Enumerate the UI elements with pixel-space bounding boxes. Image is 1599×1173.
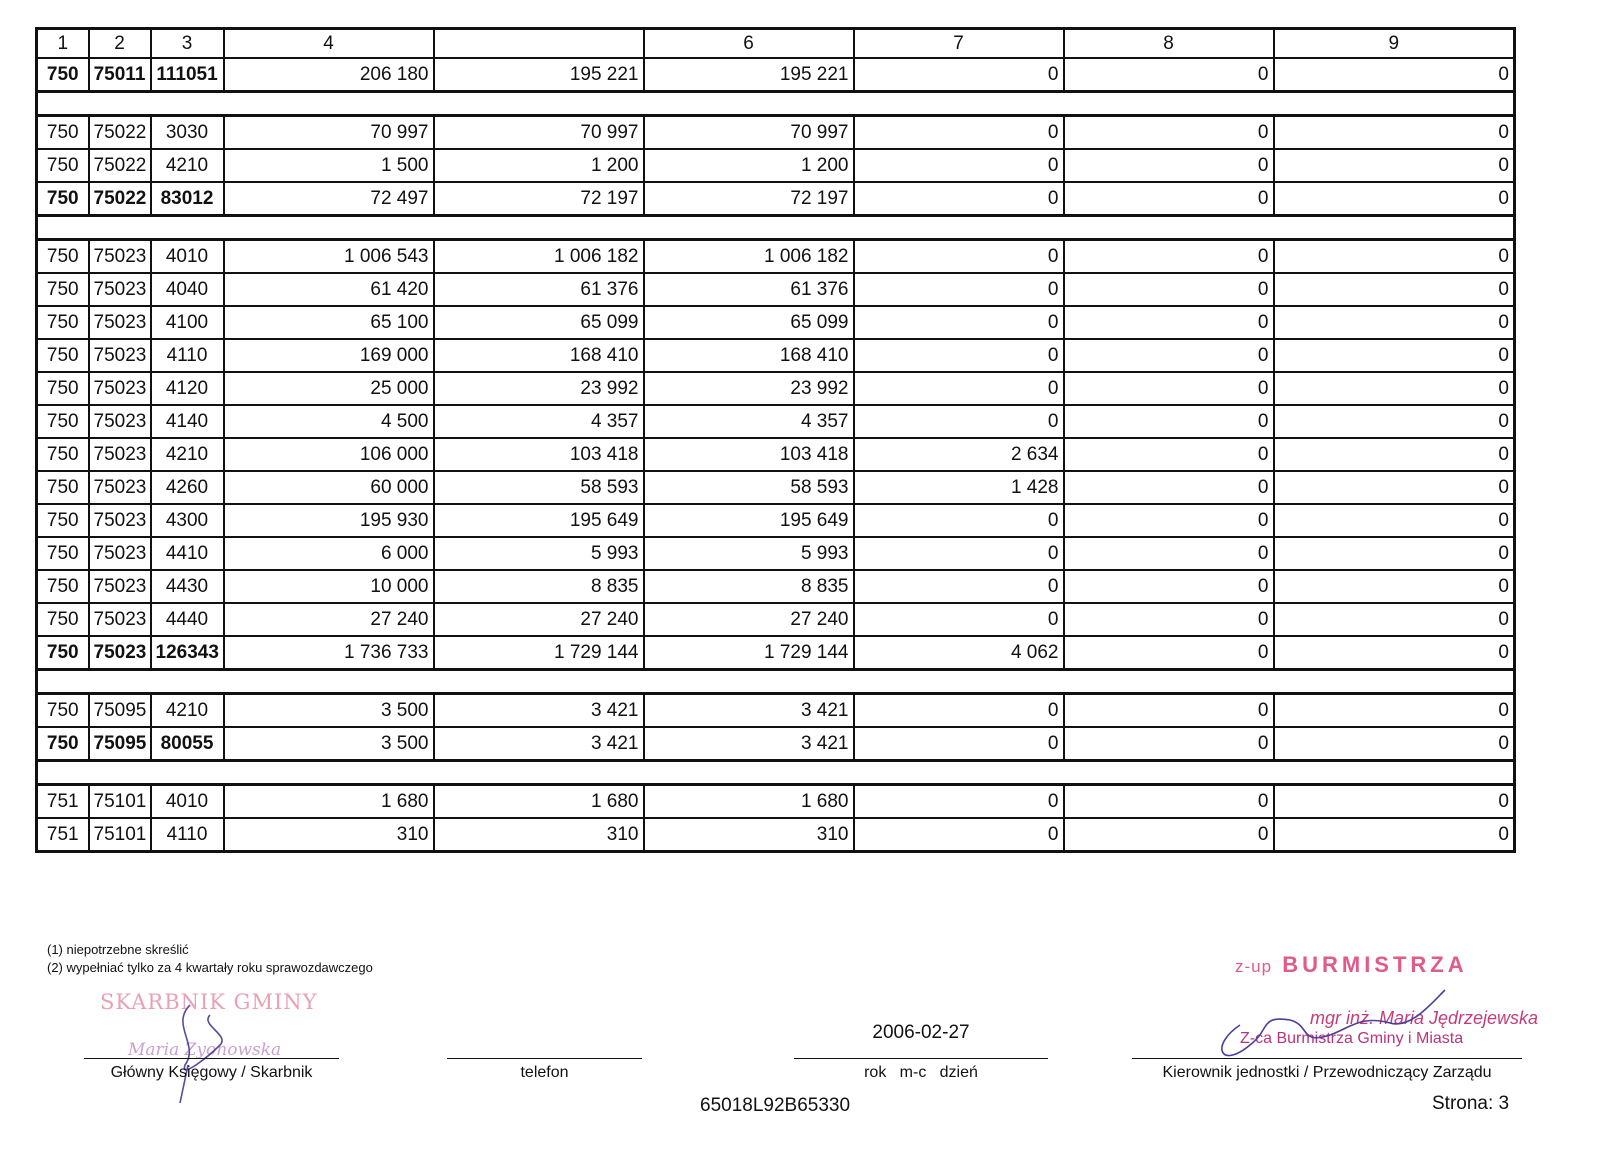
cell-col-2: 75023 (89, 603, 151, 636)
cell-col-1: 750 (37, 694, 89, 728)
cell-col-4: 310 (224, 818, 434, 852)
cell-col-2: 75023 (89, 306, 151, 339)
cell-col-6: 195 649 (644, 504, 854, 537)
table-row-subtotal (37, 58, 1515, 92)
cell-col-2: 75095 (89, 727, 151, 761)
cell-col-5: 27 240 (434, 603, 644, 636)
header-col-8: 8 (1064, 29, 1274, 59)
cell-col-8: 0 (1064, 306, 1274, 339)
cell-col-9: 0 (1274, 372, 1515, 405)
cell-col-2: 75023 (89, 570, 151, 603)
table-body (37, 58, 1515, 852)
cell-col-9: 0 (1274, 471, 1515, 504)
cell-col-8: 0 (1064, 339, 1274, 372)
cell-col-1: 750 (37, 504, 89, 537)
cell-col-2: 75101 (89, 818, 151, 852)
cell-col-9: 0 (1274, 537, 1515, 570)
cell-col-4: 195 930 (224, 504, 434, 537)
phone-label: telefon (520, 1064, 569, 1081)
cell-col-1: 750 (37, 339, 89, 372)
cell-col-4: 1 500 (224, 149, 434, 182)
cell-col-7: 2 634 (854, 438, 1064, 471)
table-row (37, 273, 1515, 306)
cell-col-4: 6 000 (224, 537, 434, 570)
cell-col-6: 103 418 (644, 438, 854, 471)
cell-col-4: 72 497 (224, 182, 434, 216)
cell-col-3: 126343 (151, 636, 224, 670)
cell-col-5: 58 593 (434, 471, 644, 504)
cell-col-2: 75011 (89, 58, 151, 92)
phone-line (447, 1058, 642, 1059)
cell-col-8: 0 (1064, 636, 1274, 670)
cell-col-2: 75023 (89, 240, 151, 274)
cell-col-2: 75023 (89, 537, 151, 570)
cell-col-3: 4140 (151, 405, 224, 438)
cell-col-1: 751 (37, 785, 89, 819)
cell-col-3: 4210 (151, 694, 224, 728)
cell-col-7: 0 (854, 306, 1064, 339)
stamp-right-prefix: z-up (1235, 957, 1273, 976)
document-code: 65018L92B65330 (700, 1095, 851, 1116)
table-row-subtotal (37, 636, 1515, 670)
cell-col-4: 25 000 (224, 372, 434, 405)
cell-col-9: 0 (1274, 58, 1515, 92)
cell-col-8: 0 (1064, 372, 1274, 405)
cell-col-5: 103 418 (434, 438, 644, 471)
cell-col-1: 750 (37, 149, 89, 182)
cell-col-8: 0 (1064, 149, 1274, 182)
cell-col-7: 0 (854, 182, 1064, 216)
cell-col-1: 750 (37, 116, 89, 150)
cell-col-8: 0 (1064, 58, 1274, 92)
cell-col-5: 310 (434, 818, 644, 852)
cell-col-2: 75023 (89, 372, 151, 405)
cell-col-9: 0 (1274, 603, 1515, 636)
cell-col-2: 75023 (89, 636, 151, 670)
cell-col-5: 3 421 (434, 727, 644, 761)
cell-col-4: 206 180 (224, 58, 434, 92)
cell-col-6: 27 240 (644, 603, 854, 636)
date-line (794, 1058, 1048, 1059)
cell-col-6: 195 221 (644, 58, 854, 92)
cell-col-6: 5 993 (644, 537, 854, 570)
table-row (37, 306, 1515, 339)
date-label: rok m-c dzień (864, 1064, 978, 1081)
cell-col-2: 75023 (89, 504, 151, 537)
cell-col-1: 750 (37, 372, 89, 405)
cell-col-2: 75101 (89, 785, 151, 819)
table-row (37, 471, 1515, 504)
cell-col-7: 0 (854, 504, 1064, 537)
cell-col-3: 3030 (151, 116, 224, 150)
cell-col-5: 5 993 (434, 537, 644, 570)
table-row (37, 149, 1515, 182)
cell-col-3: 4010 (151, 785, 224, 819)
cell-col-5: 65 099 (434, 306, 644, 339)
cell-col-5: 1 200 (434, 149, 644, 182)
cell-col-5: 1 680 (434, 785, 644, 819)
cell-col-3: 4410 (151, 537, 224, 570)
cell-col-7: 0 (854, 818, 1064, 852)
table-row-subtotal (37, 727, 1515, 761)
cell-col-6: 168 410 (644, 339, 854, 372)
cell-col-4: 10 000 (224, 570, 434, 603)
footnote-1: (1) niepotrzebne skreślić (47, 942, 189, 957)
accountant-signature-line (84, 1058, 339, 1059)
cell-col-7: 0 (854, 149, 1064, 182)
table-row (37, 537, 1515, 570)
table-row (37, 785, 1515, 819)
cell-col-6: 61 376 (644, 273, 854, 306)
cell-col-5: 195 221 (434, 58, 644, 92)
cell-col-4: 70 997 (224, 116, 434, 150)
cell-col-5: 195 649 (434, 504, 644, 537)
cell-col-7: 1 428 (854, 471, 1064, 504)
cell-col-8: 0 (1064, 240, 1274, 274)
section-separator (37, 761, 1515, 785)
cell-col-4: 106 000 (224, 438, 434, 471)
cell-col-6: 3 421 (644, 694, 854, 728)
cell-col-1: 750 (37, 537, 89, 570)
cell-col-2: 75095 (89, 694, 151, 728)
cell-col-2: 75023 (89, 405, 151, 438)
cell-col-7: 0 (854, 570, 1064, 603)
cell-col-6: 8 835 (644, 570, 854, 603)
cell-col-4: 27 240 (224, 603, 434, 636)
report-table (35, 27, 1516, 853)
header-col-2: 2 (89, 29, 151, 59)
head-label: Kierownik jednostki / Przewodniczący Zarządu (1162, 1064, 1492, 1081)
stamp-right-title-text: BURMISTRZA (1282, 952, 1468, 977)
cell-col-8: 0 (1064, 438, 1274, 471)
stamp-left-title: SKARBNIK GMINY (100, 990, 318, 1014)
cell-col-9: 0 (1274, 818, 1515, 852)
cell-col-4: 61 420 (224, 273, 434, 306)
cell-col-2: 75022 (89, 149, 151, 182)
cell-col-3: 4260 (151, 471, 224, 504)
table-row (37, 438, 1515, 471)
signature-head (1200, 985, 1460, 1075)
table-row (37, 116, 1515, 150)
stamp-right-title (1235, 952, 1468, 978)
cell-col-7: 0 (854, 273, 1064, 306)
cell-col-3: 4040 (151, 273, 224, 306)
cell-col-1: 750 (37, 727, 89, 761)
separator-cell (37, 216, 1515, 240)
separator-cell (37, 670, 1515, 694)
cell-col-1: 750 (37, 636, 89, 670)
cell-col-6: 4 357 (644, 405, 854, 438)
cell-col-8: 0 (1064, 603, 1274, 636)
cell-col-6: 1 680 (644, 785, 854, 819)
cell-col-9: 0 (1274, 570, 1515, 603)
header-col-4: 4 (224, 29, 434, 59)
cell-col-7: 0 (854, 58, 1064, 92)
cell-col-3: 4110 (151, 339, 224, 372)
cell-col-1: 750 (37, 58, 89, 92)
cell-col-1: 750 (37, 405, 89, 438)
cell-col-6: 23 992 (644, 372, 854, 405)
cell-col-2: 75022 (89, 182, 151, 216)
cell-col-1: 750 (37, 273, 89, 306)
cell-col-6: 310 (644, 818, 854, 852)
cell-col-3: 4210 (151, 149, 224, 182)
cell-col-4: 169 000 (224, 339, 434, 372)
cell-col-2: 75023 (89, 273, 151, 306)
cell-col-4: 60 000 (224, 471, 434, 504)
cell-col-7: 0 (854, 694, 1064, 728)
cell-col-9: 0 (1274, 240, 1515, 274)
cell-col-9: 0 (1274, 727, 1515, 761)
cell-col-8: 0 (1064, 504, 1274, 537)
cell-col-3: 4440 (151, 603, 224, 636)
table-row (37, 818, 1515, 852)
cell-col-3: 80055 (151, 727, 224, 761)
cell-col-1: 750 (37, 182, 89, 216)
cell-col-4: 3 500 (224, 694, 434, 728)
table-row (37, 339, 1515, 372)
head-signature-line (1132, 1058, 1522, 1059)
cell-col-4: 1 680 (224, 785, 434, 819)
cell-col-5: 61 376 (434, 273, 644, 306)
cell-col-2: 75023 (89, 471, 151, 504)
cell-col-9: 0 (1274, 785, 1515, 819)
cell-col-9: 0 (1274, 339, 1515, 372)
cell-col-7: 0 (854, 240, 1064, 274)
cell-col-9: 0 (1274, 116, 1515, 150)
cell-col-9: 0 (1274, 149, 1515, 182)
cell-col-8: 0 (1064, 405, 1274, 438)
cell-col-5: 70 997 (434, 116, 644, 150)
table-row (37, 570, 1515, 603)
cell-col-9: 0 (1274, 182, 1515, 216)
cell-col-3: 83012 (151, 182, 224, 216)
stamp-right-role: Z-ca Burmistrza Gminy i Miasta (1240, 1030, 1464, 1047)
cell-col-6: 1 200 (644, 149, 854, 182)
cell-col-5: 168 410 (434, 339, 644, 372)
table-row (37, 372, 1515, 405)
cell-col-3: 4210 (151, 438, 224, 471)
cell-col-8: 0 (1064, 694, 1274, 728)
cell-col-4: 1 736 733 (224, 636, 434, 670)
cell-col-3: 4120 (151, 372, 224, 405)
cell-col-7: 0 (854, 603, 1064, 636)
cell-col-3: 4100 (151, 306, 224, 339)
cell-col-4: 3 500 (224, 727, 434, 761)
cell-col-1: 750 (37, 306, 89, 339)
cell-col-8: 0 (1064, 116, 1274, 150)
section-separator (37, 92, 1515, 116)
cell-col-8: 0 (1064, 182, 1274, 216)
cell-col-2: 75023 (89, 339, 151, 372)
header-col-6: 6 (644, 29, 854, 59)
cell-col-7: 0 (854, 727, 1064, 761)
cell-col-1: 750 (37, 240, 89, 274)
cell-col-1: 750 (37, 570, 89, 603)
signature-accountant (140, 985, 260, 1105)
cell-col-8: 0 (1064, 570, 1274, 603)
cell-col-3: 4110 (151, 818, 224, 852)
cell-col-4: 65 100 (224, 306, 434, 339)
cell-col-4: 1 006 543 (224, 240, 434, 274)
header-col-1: 1 (37, 29, 89, 59)
table-row (37, 603, 1515, 636)
cell-col-8: 0 (1064, 785, 1274, 819)
section-separator (37, 670, 1515, 694)
cell-col-5: 4 357 (434, 405, 644, 438)
date-value: 2006-02-27 (872, 1022, 970, 1043)
cell-col-8: 0 (1064, 818, 1274, 852)
cell-col-3: 4430 (151, 570, 224, 603)
cell-col-6: 3 421 (644, 727, 854, 761)
cell-col-6: 70 997 (644, 116, 854, 150)
cell-col-9: 0 (1274, 306, 1515, 339)
cell-col-5: 23 992 (434, 372, 644, 405)
cell-col-3: 4300 (151, 504, 224, 537)
cell-col-9: 0 (1274, 636, 1515, 670)
cell-col-9: 0 (1274, 694, 1515, 728)
cell-col-1: 751 (37, 818, 89, 852)
cell-col-3: 111051 (151, 58, 224, 92)
cell-col-7: 0 (854, 116, 1064, 150)
cell-col-2: 75022 (89, 116, 151, 150)
cell-col-1: 750 (37, 438, 89, 471)
cell-col-5: 1 729 144 (434, 636, 644, 670)
cell-col-6: 58 593 (644, 471, 854, 504)
header-col-3: 3 (151, 29, 224, 59)
cell-col-7: 0 (854, 405, 1064, 438)
cell-col-9: 0 (1274, 438, 1515, 471)
table-row (37, 405, 1515, 438)
cell-col-8: 0 (1064, 273, 1274, 306)
accountant-label: Główny Księgowy / Skarbnik (110, 1064, 313, 1081)
cell-col-9: 0 (1274, 273, 1515, 306)
header-col-5 (434, 29, 644, 59)
cell-col-8: 0 (1064, 727, 1274, 761)
cell-col-9: 0 (1274, 504, 1515, 537)
cell-col-3: 4010 (151, 240, 224, 274)
section-separator (37, 216, 1515, 240)
table-row (37, 240, 1515, 274)
cell-col-6: 72 197 (644, 182, 854, 216)
cell-col-7: 0 (854, 372, 1064, 405)
cell-col-7: 0 (854, 537, 1064, 570)
cell-col-9: 0 (1274, 405, 1515, 438)
cell-col-5: 8 835 (434, 570, 644, 603)
cell-col-8: 0 (1064, 471, 1274, 504)
cell-col-7: 0 (854, 339, 1064, 372)
cell-col-8: 0 (1064, 537, 1274, 570)
stamp-left-name: Maria Zyonowska (128, 1040, 282, 1060)
separator-cell (37, 761, 1515, 785)
header-col-9: 9 (1274, 29, 1515, 59)
cell-col-6: 1 006 182 (644, 240, 854, 274)
cell-col-5: 1 006 182 (434, 240, 644, 274)
cell-col-6: 1 729 144 (644, 636, 854, 670)
cell-col-5: 3 421 (434, 694, 644, 728)
cell-col-7: 0 (854, 785, 1064, 819)
cell-col-7: 4 062 (854, 636, 1064, 670)
header-col-7: 7 (854, 29, 1064, 59)
separator-cell (37, 92, 1515, 116)
table-row (37, 694, 1515, 728)
cell-col-5: 72 197 (434, 182, 644, 216)
stamp-right-name: mgr inż. Maria Jędrzejewska (1310, 1008, 1539, 1028)
footnote-2: (2) wypełniać tylko za 4 kwartały roku sprawozdawczego (47, 960, 373, 975)
cell-col-4: 4 500 (224, 405, 434, 438)
cell-col-1: 750 (37, 603, 89, 636)
cell-col-2: 75023 (89, 438, 151, 471)
page-number: Strona: 3 (1432, 1093, 1510, 1114)
cell-col-6: 65 099 (644, 306, 854, 339)
header-row (37, 29, 1515, 59)
table-row-subtotal (37, 182, 1515, 216)
footnotes (47, 941, 373, 977)
table-row (37, 504, 1515, 537)
cell-col-1: 750 (37, 471, 89, 504)
